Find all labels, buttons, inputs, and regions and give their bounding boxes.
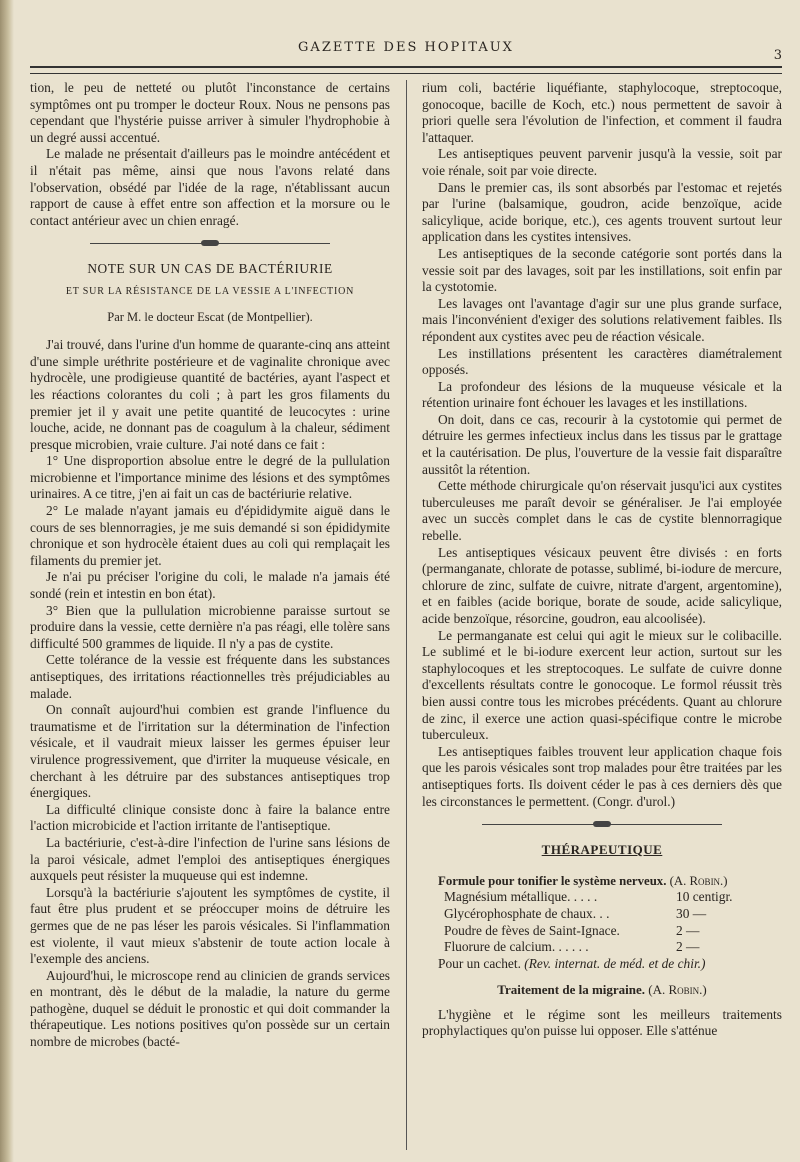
- formula-heading: [422, 873, 782, 890]
- recipe-row: [444, 906, 782, 923]
- paragraph: tion, le peu de netteté ou plutôt l'inconstance de certains symptômes ont pu tromper le docteur Roux. Nous ne pensons pas cependant que l'hystérie puisse arriver à simuler l'hydrophobie à un degré aussi accentué.: [30, 80, 390, 145]
- formula-author: (A. Robin.): [669, 873, 728, 888]
- paragraph: Les antiseptiques vésicaux peuvent être divisés : en forts (permanganate, chlorate de potasse, sublimé, bi-iodure de mercure, chlorure de zinc, sulfate de cuivre, nitrate d'argent, argentomine), et en faibles (acide borique, borate de soude, acide salicylique, acide benzoïque, résorcine, goudron, eau alcoolisée).: [422, 544, 782, 626]
- cachet-source: (Rev. internat. de méd. et de chir.): [524, 955, 706, 971]
- paragraph: La bactériurie, c'est-à-dire l'infection de l'urine sans lésions de la paroi vésicale, admet l'emploi des antiseptiques énergiques auxquels peut résister la muqueuse qui est indemne.: [30, 834, 390, 884]
- two-column-body: [30, 80, 782, 1150]
- paragraph: Le permanganate est celui qui agit le mieux sur le colibacille. Le sublimé et le bi-iodure exercent leur action, surtout sur les staphylocoques et les streptocoques. Le sulfate de cuivre donne d'excellents résultats contre le gonocoque. Le formol réussit très bien aussi contre tous les microbes précédents. Quant au chlorure de zinc, il exerce une action quasi-spécifique contre le microbe tuberculeux.: [422, 627, 782, 743]
- recipe-ingredient: Glycérophosphate de chaux. . .: [444, 905, 610, 921]
- therapy-section-title: THÉRAPEUTIQUE: [541, 842, 663, 858]
- paragraph: L'hygiène et le régime sont les meilleurs traitements prophylactiques qu'on puisse lui opposer. Elle s'atténue: [422, 1006, 782, 1039]
- paragraph: On connaît aujourd'hui combien est grande l'influence du traumatisme et de l'irritation sur la détermination de l'infection vésicale, et il vaudrait mieux laisser les germes épuiser leur virulence progressivement, que d'irriter la muqueuse vésicale, en cherchant à les détruire par des substances antiseptiques trop énergiques.: [30, 702, 390, 801]
- journal-title: GAZETTE DES HOPITAUX: [298, 40, 514, 55]
- section-separator: [30, 239, 390, 247]
- recipe-ingredient: Magnésium métallique. . . . .: [444, 889, 598, 905]
- paragraph: Les antiseptiques faibles trouvent leur application chaque fois que les parois vésicales sont trop malades pour être traitées par les antiseptiques forts. Ils doivent céder le pas à ces derniers dès que les circonstances le permettent. (Congr. d'urol.): [422, 743, 782, 809]
- page-number: 3: [773, 48, 782, 63]
- paragraph: rium coli, bactérie liquéfiante, staphylocoque, streptocoque, gonocoque, bacille de Koch, etc.) nous permettent de savoir à priori quelle sera l'évolution de l'infection, et comment il faudra l'attaquer.: [422, 80, 782, 145]
- migraine-heading: [422, 982, 782, 999]
- recipe-list: [444, 889, 782, 955]
- paragraph: 1° Une disproportion absolue entre le degré de la pullulation microbienne et l'importance minime des lésions et des symptômes urinaires. A ce titre, j'en ai fait un cas de bactériurie relative.: [30, 453, 390, 502]
- recipe-row: [444, 889, 782, 906]
- migraine-author: (A. Robin.): [648, 982, 707, 998]
- paragraph: J'ai trouvé, dans l'urine d'un homme de quarante-cinq ans atteint d'une simple uréthrite postérieure et de vaginalite chronique avec hydrocèle, une prodigieuse quantité de bactéries, ayant l'aspect et les réactions colorantes du coli ; à part les gros filaments du premier jet il y avait une petite quantité de leucocytes : urine louche, acide, ne donnant pas de coagulum à la chaleur, sédiment presque microbien, vraie culture. J'ai noté dans ce fait :: [30, 337, 390, 452]
- paragraph: Les lavages ont l'avantage d'agir sur une plus grande surface, mais l'inconvénient d'exiger des solutions relativement faibles. Ils répondent aux cystites avec peu de réaction vésicale.: [422, 295, 782, 344]
- paragraph: Aujourd'hui, le microscope rend au clinicien de grands services en montrant, dès le début de la maladie, la nature du germe pathogène, duquel se déduit le pronostic et qui doit commander la thérapeutique. Les notions positives qu'on possède sur un certain nombre de microbes (bacté-: [30, 967, 390, 1050]
- header-rule: [30, 66, 782, 74]
- paragraph: La difficulté clinique consiste donc à faire la balance entre l'action microbicide et l'action irritante de l'antiseptique.: [30, 801, 390, 834]
- paragraph: Dans le premier cas, ils sont absorbés par l'estomac et rejetés par l'urine (balsamique, goudron, acide benzoïque, acide salicylique, acide borique, etc.), ces agents trouvent surtout leur application dans les cystites intensives.: [422, 179, 782, 245]
- recipe-ingredient: Fluorure de calcium. . . . . .: [444, 939, 589, 955]
- recipe-row: [444, 923, 782, 940]
- cachet-text: Pour un cachet.: [438, 955, 521, 971]
- paragraph: Je n'ai pu préciser l'origine du coli, le malade n'a jamais été sondé (rein et intestin en bon état).: [30, 569, 390, 602]
- column-divider: [406, 80, 407, 1150]
- right-column: [422, 80, 782, 1150]
- article-subtitle: ET SUR LA RÉSISTANCE DE LA VESSIE A L'INFECTION: [65, 285, 355, 297]
- section-separator: [422, 820, 782, 828]
- paragraph: 2° Le malade n'ayant jamais eu d'épididymite aiguë dans le cours de ses blennorragies, je me suis demandé si son épididymite chronique et son hydrocèle étaient dues au coli qui remplaçait les filaments du premier jet.: [30, 503, 390, 568]
- article-title: NOTE SUR UN CAS DE BACTÉRIURIE: [87, 261, 333, 277]
- newspaper-page: [30, 38, 782, 1148]
- paragraph: Les antiseptiques de la seconde catégorie sont portés dans la vessie soit par des lavages, soit par les instillations, soit enfin par la cystotomie.: [422, 245, 782, 295]
- article-byline: Par M. le docteur Escat (de Montpellier).: [107, 309, 313, 324]
- recipe-quantity: 10 centigr.: [676, 889, 733, 905]
- recipe-ingredient: Poudre de fèves de Saint-Ignace.: [444, 922, 620, 938]
- paragraph: Le malade ne présentait d'ailleurs pas le moindre antécédent et il n'était pas même, ainsi que nous l'avons relaté dans l'observation, obsédé par l'idée de la rage, n'établissant aucun rapport de cause à effet entre son affection et la morsure ou le contact antérieur avec un chien enragé.: [30, 146, 390, 228]
- recipe-quantity: 2 —: [676, 922, 700, 938]
- cachet-line: [422, 956, 782, 973]
- paragraph: Lorsqu'à la bactériurie s'ajoutent les symptômes de cystite, il faut être plus prudent et se préoccuper moins de détruire les germes que de ne pas léser les parois vésicales. Si l'inflammation est violente, il vaut mieux s'abstenir de toute action locale à l'exemple des anciens.: [30, 884, 390, 967]
- formula-title: Formule pour tonifier le système nerveux.: [438, 873, 667, 888]
- paragraph: On doit, dans ce cas, recourir à la cystotomie qui permet de détruire les germes infectieux inclus dans les tissus par le grattage et la cautérisation. De plus, l'ouverture de la vessie fait disparaître aussitôt la rétention.: [422, 411, 782, 477]
- paragraph: Cette méthode chirurgicale qu'on réservait jusqu'ici aux cystites tuberculeuses me paraît devoir se généraliser. Je l'ai employée avec un succès complet dans le cas de cystite blennorragique rebelle.: [422, 478, 782, 544]
- paragraph: Les instillations présentent les caractères diamétralement opposés.: [422, 345, 782, 378]
- page-binding-edge: [0, 0, 14, 1162]
- paragraph: 3° Bien que la pullulation microbienne paraisse surtout se produire dans la vessie, cette dernière n'a pas réagi, elle tolère sans difficulté 500 grammes de liquide. Il n'y a pas de cystite.: [30, 602, 390, 651]
- paragraph: Cette tolérance de la vessie est fréquente dans les substances antiseptiques, des irritations réactionnelles très préjudiciables au malade.: [30, 652, 390, 701]
- migraine-title: Traitement de la migraine.: [497, 982, 646, 998]
- recipe-quantity: 2 —: [676, 939, 700, 955]
- page-header: [30, 38, 782, 66]
- paragraph: La profondeur des lésions de la muqueuse vésicale et la rétention urinaire font échouer les lavages et les instillations.: [422, 378, 782, 411]
- paragraph: Les antiseptiques peuvent parvenir jusqu'à la vessie, soit par voie rénale, soit par voie directe.: [422, 146, 782, 178]
- left-column: [30, 80, 390, 1150]
- recipe-row: [444, 939, 782, 956]
- recipe-quantity: 30 —: [676, 905, 707, 921]
